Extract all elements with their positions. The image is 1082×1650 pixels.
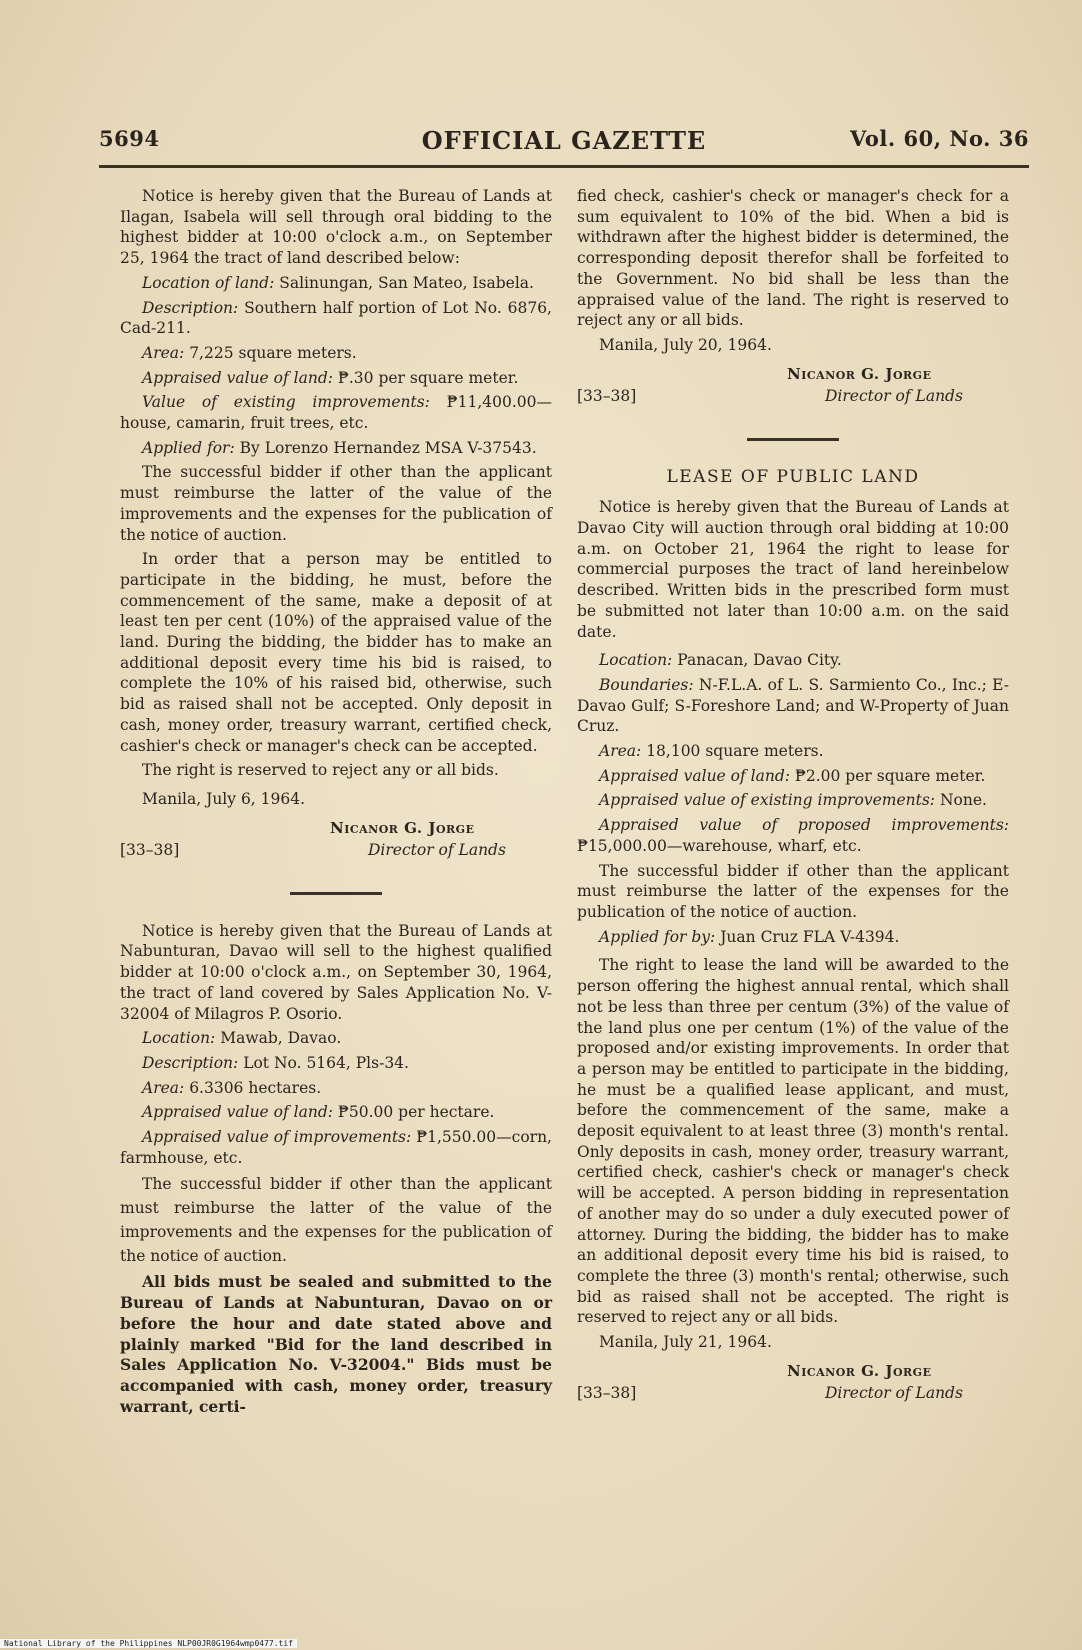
notice3-signature	[577, 1361, 1009, 1409]
notice1-location: Location of land: Salinungan, San Mateo, Isabela.	[142, 273, 534, 292]
notice2-improvements: Appraised value of improvements: ₱1,550.00—corn, farmhouse, etc.	[120, 1128, 552, 1167]
notice1-applied: Applied for: By Lorenzo Hernandez MSA V-37543.	[142, 438, 537, 457]
notice2-location: Location: Mawab, Davao.	[142, 1029, 342, 1048]
notice1-intro: Notice is hereby given that the Bureau of Lands at Ilagan, Isabela will sell through oral bidding to the highest bidder at 10:00 o'clock a.m., on September 25, 1964 the tract of land described below:	[120, 187, 552, 268]
page-number: 5694	[99, 126, 160, 151]
notice2-para1: The successful bidder if other than the applicant must reimburse the latter of the value of the improvements and the expenses for the publication of the notice of auction.	[120, 1175, 552, 1266]
header-rule	[99, 165, 1029, 168]
notice1-signature	[120, 818, 552, 866]
notice2-place-date: Manila, July 20, 1964.	[599, 335, 772, 354]
publication-title: OFFICIAL GAZETTE	[421, 126, 707, 155]
notice2-area: Area: 6.3306 hectares.	[142, 1078, 322, 1097]
notice3-applied: Applied for by: Juan Cruz FLA V-4394.	[599, 927, 900, 946]
notice3-reference: [33–38]	[577, 1383, 637, 1402]
section-divider	[290, 892, 382, 895]
right-column	[577, 186, 1009, 1415]
notice3-signer: Nicanor G. Jorge	[787, 1361, 932, 1380]
notice3-proposed: Appraised value of proposed improvements: ₱15,000.00—warehouse, wharf, etc.	[577, 816, 1009, 855]
notice3-signer-title: Director of Lands	[825, 1383, 963, 1402]
notice2-signer-title: Director of Lands	[825, 386, 963, 405]
notice1-description: Description: Southern half portion of Lot No. 6876, Cad-211.	[120, 298, 552, 338]
notice2-para2: All bids must be sealed and submitted to the Bureau of Lands at Nabunturan, Davao on or before the hour and date stated above and plainly marked "Bid for the land described in Sales Application No. V-32004." Bids must be accompanied with cash, money order, treasury warrant, certi-	[120, 1272, 552, 1416]
notice1-signer-title: Director of Lands	[368, 840, 506, 859]
notice1-improvements: Value of existing improvements: ₱11,400.00—house, camarin, fruit trees, etc.	[120, 393, 552, 433]
volume-number: Vol. 60, No. 36	[850, 126, 1029, 151]
notice1-place-date: Manila, July 6, 1964.	[142, 789, 306, 808]
notice1-area: Area: 7,225 square meters.	[142, 343, 357, 362]
notice1-para2: In order that a person may be entitled to participate in the bidding, he must, before the commencement of the same, make a deposit of at least ten per cent (10%) of the appraised value of the land. During the bidding, the bidder has to make an additional deposit every time his bid is raised, to complete the 10% of his raised bid, otherwise, such bid as raised shall not be accepted. Only deposit in cash, money order, treasury warrant, certified check, cashier's check or manager's check can be accepted.	[120, 550, 552, 755]
notice3-para1: The successful bidder if other than the applicant must reimburse the latter of the expenses for the publication of the notice of auction.	[577, 861, 1009, 921]
notice2-signer: Nicanor G. Jorge	[787, 364, 932, 383]
notice3-existing: Appraised value of existing improvements: None.	[599, 791, 987, 810]
notice3-place-date: Manila, July 21, 1964.	[599, 1333, 772, 1352]
notice3-appraised: Appraised value of land: ₱2.00 per square meter.	[599, 766, 986, 785]
notice1-appraised: Appraised value of land: ₱.30 per square meter.	[142, 368, 519, 387]
notice2-signature	[577, 364, 1009, 412]
notice3-area: Area: 18,100 square meters.	[599, 742, 824, 761]
notice1-signer: Nicanor G. Jorge	[330, 818, 475, 837]
notice3-location: Location: Panacan, Davao City.	[599, 651, 842, 670]
notice1-para1: The successful bidder if other than the applicant must reimburse the latter of the value of the improvements and the expenses for the publication of the notice of auction.	[120, 463, 552, 544]
notice2-description: Description: Lot No. 5164, Pls-34.	[142, 1053, 409, 1072]
notice2-para2-continued: fied check, cashier's check or manager's check for a sum equivalent to 10% of the bid. When a bid is withdrawn after the highest bidder is determined, the corresponding deposit therefor shall be forfeited to the Government. No bid shall be less than the appraised value of the land. The right is reserved to reject any or all bids.	[577, 187, 1009, 330]
archive-footer: National Library of the Philippines NLP00JR0G1964wmp0477.tif	[0, 1639, 297, 1648]
lease-heading: LEASE OF PUBLIC LAND	[666, 466, 920, 487]
notice3-boundaries: Boundaries: N-F.L.A. of L. S. Sarmiento Co., Inc.; E-Davao Gulf; S-Foreshore Land; and W-Property of Juan Cruz.	[577, 675, 1009, 736]
notice1-para3: The right is reserved to reject any or all bids.	[142, 761, 499, 780]
left-column	[120, 186, 552, 1421]
notice3-intro: Notice is hereby given that the Bureau of Lands at Davao City will auction through oral bidding at 10:00 a.m. on October 21, 1964 the right to lease for commercial purposes the tract of land hereinbelow described. Written bids in the prescribed form must be submitted not later than 10:00 a.m. on the said date.	[577, 498, 1009, 641]
notice2-intro: Notice is hereby given that the Bureau of Lands at Nabunturan, Davao will sell to the highest qualified bidder at 10:00 o'clock a.m., on September 30, 1964, the tract of land covered by Sales Application No. V-32004 of Milagros P. Osorio.	[120, 921, 552, 1023]
notice2-reference: [33–38]	[577, 386, 637, 405]
page-header	[99, 126, 1029, 166]
notice2-appraised: Appraised value of land: ₱50.00 per hectare.	[142, 1103, 495, 1122]
notice1-reference: [33–38]	[120, 840, 180, 859]
section-divider-2	[747, 438, 839, 441]
notice3-para2: The right to lease the land will be awarded to the person offering the highest annual rental, which shall not be less than three per centum (3%) of the value of the land plus one per centum (1%) of the value of the proposed and/or existing improvements. In order that a person may be entitled to participate in the bidding, he must be a qualified lease applicant, and must, before the commencement of the same, make a deposit equivalent to at least three (3) month's rental. Only deposits in cash, money order, treasury warrant, certified check, cashier's check or manager's check will be accepted. A person bidding in representation of another may do so under a duly executed power of attorney. During the bidding, the bidder has to make an additional deposit every time his bid is raised, to complete the three (3) month's rental; otherwise, such bid as raised shall not be accepted. The right is reserved to reject any or all bids.	[577, 956, 1009, 1327]
